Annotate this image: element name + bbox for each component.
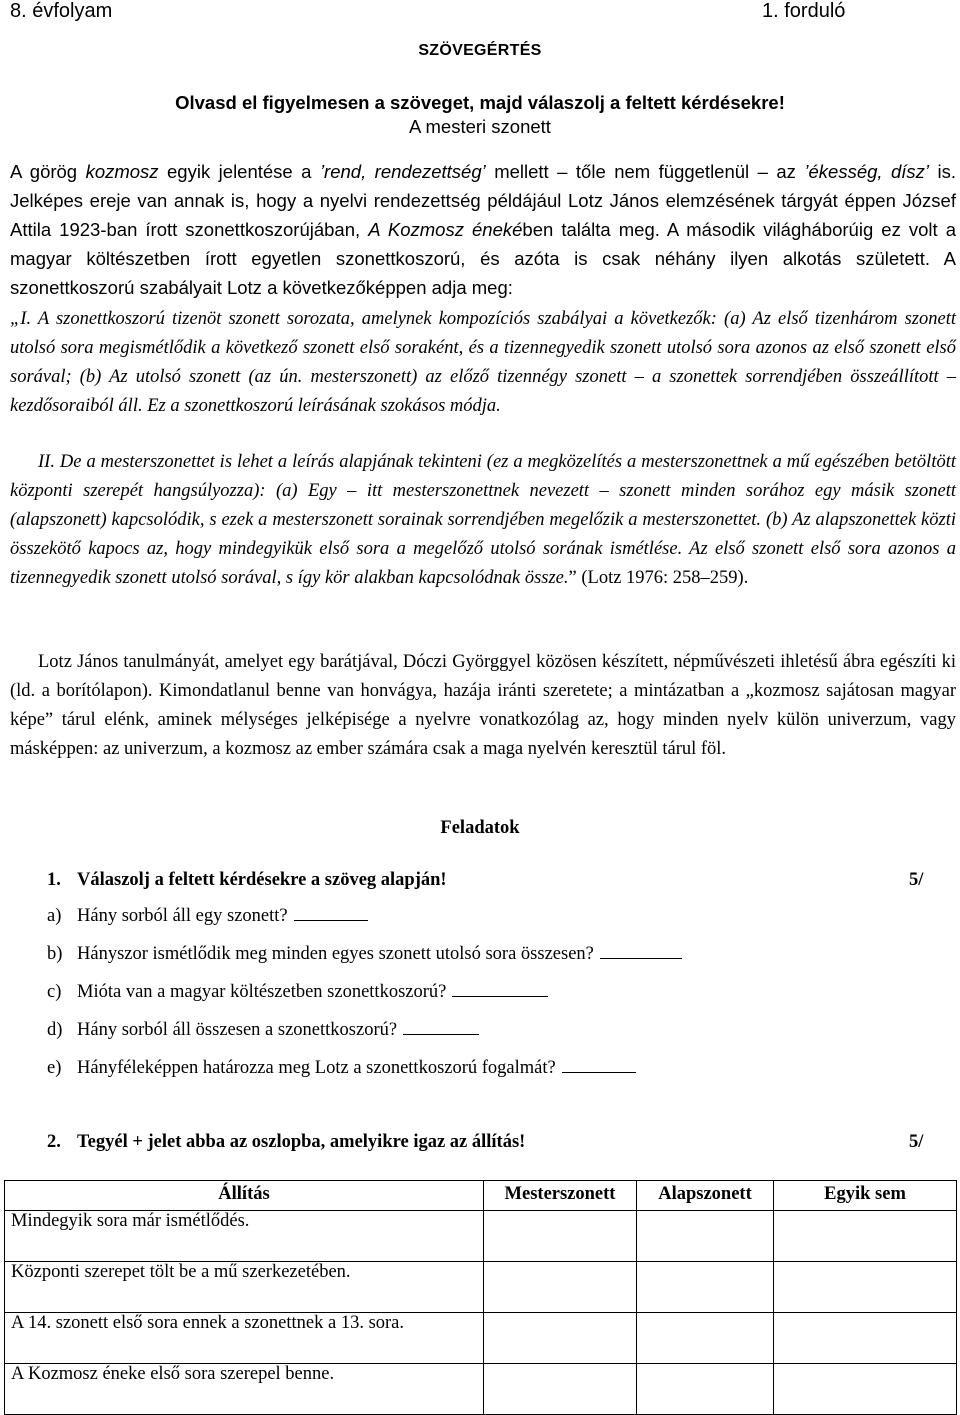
answer-cell-egyik-sem[interactable]	[774, 1262, 957, 1313]
instruction: Olvasd el figyelmesen a szöveget, majd válaszolj a feltett kérdésekre!	[175, 92, 785, 113]
question-text: Hány sorból áll összesen a szonettkoszorú?	[77, 1020, 398, 1040]
text-run: A görög	[10, 161, 86, 182]
text-run: „I. A szonettkoszorú tizenöt szonett sorozata, amelynek kompozíciós szabályai a következők: (a) Az első tizenhárom szonett utolsó sora megismétlődik a következő szonett első soraként, és a tizennegyedik szonett utolsó sora azonos az első szonett első sorával; (b) Az utolsó szonett (az ún. mesterszonett) az előző tizennégy szonett – a szonettek sorrendjében összeállított – kezdősoraiból áll. Ez a szonettkoszorú leírásának szokásos módja.	[10, 309, 956, 416]
answer-blank[interactable]	[600, 944, 682, 959]
answer-cell-alapszonett[interactable]	[637, 1211, 774, 1262]
question-item	[47, 982, 927, 1003]
statement-cell: Mindegyik sora már ismétlődés.	[5, 1211, 484, 1262]
column-header-alapszonett: Alapszonett	[637, 1181, 774, 1211]
text-run: A Kozmosz éneké	[368, 218, 523, 240]
text-run: ” (Lotz 1976: 258–259).	[568, 567, 749, 588]
text-run: ben találta meg. A második világháborúig ez volt a magyar költészetben írott egyetlen szonettkoszorú, és azóta is csak néhány ilyen alkotás született. A szonettkoszorú szabályait Lotz a következőképpen adja meg:	[10, 218, 956, 298]
answer-cell-alapszonett[interactable]	[637, 1364, 774, 1415]
question-label: b)	[47, 944, 63, 964]
paragraph-4	[10, 648, 956, 764]
question-text: Hányféleképpen határozza meg Lotz a szonettkoszorú fogalmát?	[77, 1058, 556, 1078]
task2-heading	[47, 1132, 927, 1153]
answer-blank[interactable]	[452, 982, 548, 997]
question-text: Hányszor ismétlődik meg minden egyes szonett utolsó sora összesen?	[77, 944, 594, 964]
question-label: e)	[47, 1058, 62, 1078]
table-row	[5, 1211, 957, 1262]
column-header-egyik-sem: Egyik sem	[774, 1181, 957, 1211]
task1-number: 1.	[47, 870, 61, 890]
question-text: Hány sorból áll egy szonett?	[77, 906, 288, 926]
paragraph-1	[10, 158, 956, 303]
table-row	[5, 1313, 957, 1364]
text-run: ’rend, rendezettség’	[319, 161, 486, 182]
answer-blank[interactable]	[562, 1058, 636, 1073]
table-row	[5, 1364, 957, 1415]
task1-points: 5/	[909, 870, 924, 890]
answer-cell-mesterszonett[interactable]	[484, 1364, 637, 1415]
grade-label: 8. évfolyam	[10, 0, 113, 22]
text-run: is. Jelképes ereje van annak is, hogy a nyelvi rendezettség példájául Lotz János elemzésének tárgyát éppen József Attila 1923-ban írott szonettkoszorújában,	[10, 161, 956, 240]
question-text: Mióta van a magyar költészetben szonettkoszorú?	[77, 982, 447, 1002]
answer-cell-mesterszonett[interactable]	[484, 1211, 637, 1262]
text-run: kozmosz	[85, 161, 159, 182]
question-item	[47, 944, 927, 965]
question-label: c)	[47, 982, 62, 1002]
text-run: II. De a mesterszonettet is lehet a leírás alapjának tekinteni (ez a megközelítés a mesterszonettnek a mű egészében betöltött központi szerepét hangsúlyozza): (a) Egy – itt mesterszonettnek nevezett – szonett minden sorához egy másik szonett (alapszonett) kapcsolódik, s ezek a mesterszonett sorainak sorrendjében megelőzik a mesterszonettet. (b) Az alapszonettek közti összekötő kapocs az, hogy mindegyikük első sora a megelőző utolsó sorának ismétlése. Az első szonett első sora azonos a tizennegyedik szonett utolsó sorával, s így kör alakban kapcsolódnak össze.	[10, 452, 956, 588]
answer-blank[interactable]	[403, 1020, 479, 1035]
section-title: SZÖVEGÉRTÉS	[418, 42, 542, 59]
text-run: egyik jelentése a	[158, 161, 320, 182]
tasks-heading: Feladatok	[440, 818, 520, 838]
paragraph-2	[10, 305, 956, 421]
question-label: d)	[47, 1020, 63, 1040]
answer-cell-egyik-sem[interactable]	[774, 1313, 957, 1364]
answer-cell-egyik-sem[interactable]	[774, 1211, 957, 1262]
answer-cell-alapszonett[interactable]	[637, 1262, 774, 1313]
answer-cell-egyik-sem[interactable]	[774, 1364, 957, 1415]
task1-heading	[47, 870, 927, 891]
table-row	[5, 1262, 957, 1313]
task2-title: Tegyél + jelet abba az oszlopba, amelyikre igaz az állítás!	[77, 1132, 526, 1152]
text-run: mellett – tőle nem függetlenül – az	[485, 161, 805, 182]
task1-title: Válaszolj a feltett kérdésekre a szöveg alapján!	[77, 870, 447, 890]
text-run: ’ékesség, dísz’	[804, 161, 930, 182]
task2-points: 5/	[909, 1132, 924, 1152]
column-header-allitas: Állítás	[5, 1181, 484, 1211]
paragraph-3	[10, 448, 956, 593]
text-title: A mesteri szonett	[409, 116, 551, 137]
answer-cell-alapszonett[interactable]	[637, 1313, 774, 1364]
statement-cell: Központi szerepet tölt be a mű szerkezetében.	[5, 1262, 484, 1313]
task2-number: 2.	[47, 1132, 61, 1152]
answer-blank[interactable]	[294, 906, 368, 921]
answer-cell-mesterszonett[interactable]	[484, 1313, 637, 1364]
question-item	[47, 1020, 927, 1041]
statement-cell: A Kozmosz éneke első sora szerepel benne.	[5, 1364, 484, 1415]
statement-table	[4, 1180, 957, 1415]
round-label: 1. forduló	[762, 0, 846, 22]
answer-cell-mesterszonett[interactable]	[484, 1262, 637, 1313]
question-item	[47, 1058, 927, 1079]
statement-cell: A 14. szonett első sora ennek a szonettnek a 13. sora.	[5, 1313, 484, 1364]
question-item	[47, 906, 927, 927]
text-run: Lotz János tanulmányát, amelyet egy barátjával, Dóczi Györggyel közösen készített, népművészeti ihletésű ábra egészíti ki (ld. a borítólapon). Kimondatlanul benne van honvágya, hazája iránti szeretete; a mintázatban a „kozmosz sajátosan magyar képe” tárul elénk, aminek mélységes jelképisége a nyelvre vonatkozólag az, hogy minden nyelv külön univerzum, vagy másképpen: az univerzum, a kozmosz az ember számára csak a maga nyelvén keresztül tárul föl.	[10, 652, 956, 759]
column-header-mesterszonett: Mesterszonett	[484, 1181, 637, 1211]
table-header-row	[5, 1181, 957, 1211]
question-label: a)	[47, 906, 62, 926]
